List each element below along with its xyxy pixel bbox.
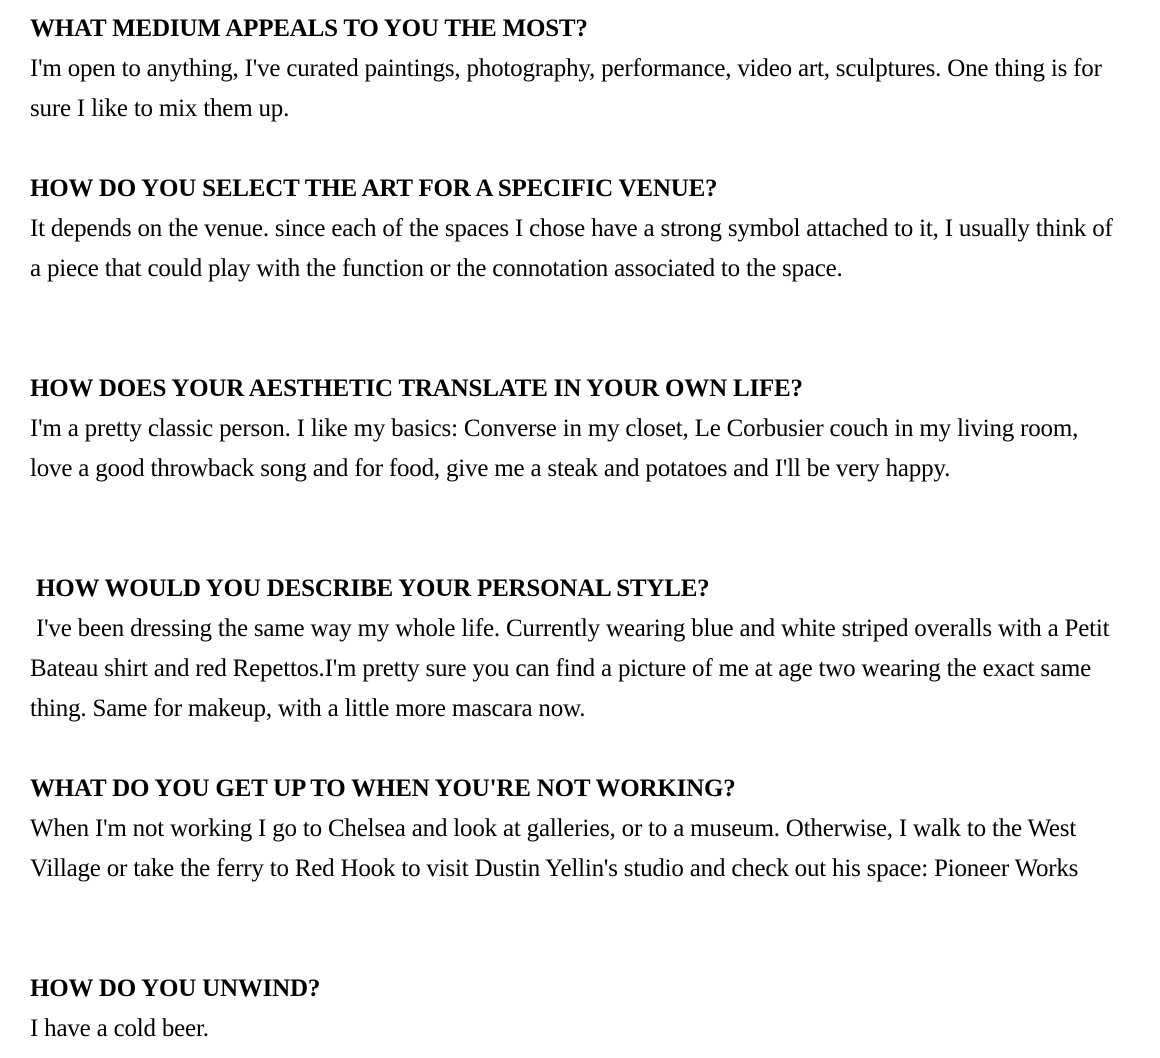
qa-block-unwind [30, 969, 1155, 1049]
question-heading: HOW DO YOU UNWIND? [30, 975, 321, 1002]
answer-text: I've been dressing the same way my whole life. Currently wearing blue and white striped overalls with a Petit Bateau shirt and red Repettos.I'm pretty sure you can find a picture of me at age two wearing the exact same thing. Same for makeup, with a little more mascara now. [30, 615, 1110, 722]
question-heading: HOW DOES YOUR AESTHETIC TRANSLATE IN YOUR OWN LIFE? [30, 375, 803, 402]
qa-block-aesthetic [30, 369, 1155, 489]
answer-text: I'm open to anything, I've curated paintings, photography, performance, video art, sculptures. One thing is for sure I like to mix them up. [30, 55, 1102, 122]
answer-text: It depends on the venue. since each of the spaces I chose have a strong symbol attached to it, I usually think of a piece that could play with the function or the connotation associated to the space. [30, 215, 1113, 282]
question-heading: WHAT DO YOU GET UP TO WHEN YOU'RE NOT WORKING? [30, 775, 736, 802]
qa-block-style [30, 569, 1155, 729]
question-heading: WHAT MEDIUM APPEALS TO YOU THE MOST? [30, 15, 588, 42]
qa-block-venue [30, 169, 1155, 289]
answer-text: When I'm not working I go to Chelsea and look at galleries, or to a museum. Otherwise, I walk to the West Village or take the ferry to Red Hook to visit Dustin Yellin's studio and check out his space: Pioneer Works [30, 815, 1079, 882]
qa-block-not-working [30, 769, 1155, 889]
answer-text: I'm a pretty classic person. I like my basics: Converse in my closet, Le Corbusier couch in my living room, love a good throwback song and for food, give me a steak and potatoes and I'll be very happy. [30, 415, 1079, 482]
qa-block-medium [30, 9, 1155, 129]
answer-text: I have a cold beer. [30, 1015, 209, 1042]
question-heading: HOW WOULD YOU DESCRIBE YOUR PERSONAL STYLE? [36, 575, 710, 602]
question-heading: HOW DO YOU SELECT THE ART FOR A SPECIFIC VENUE? [30, 175, 718, 202]
